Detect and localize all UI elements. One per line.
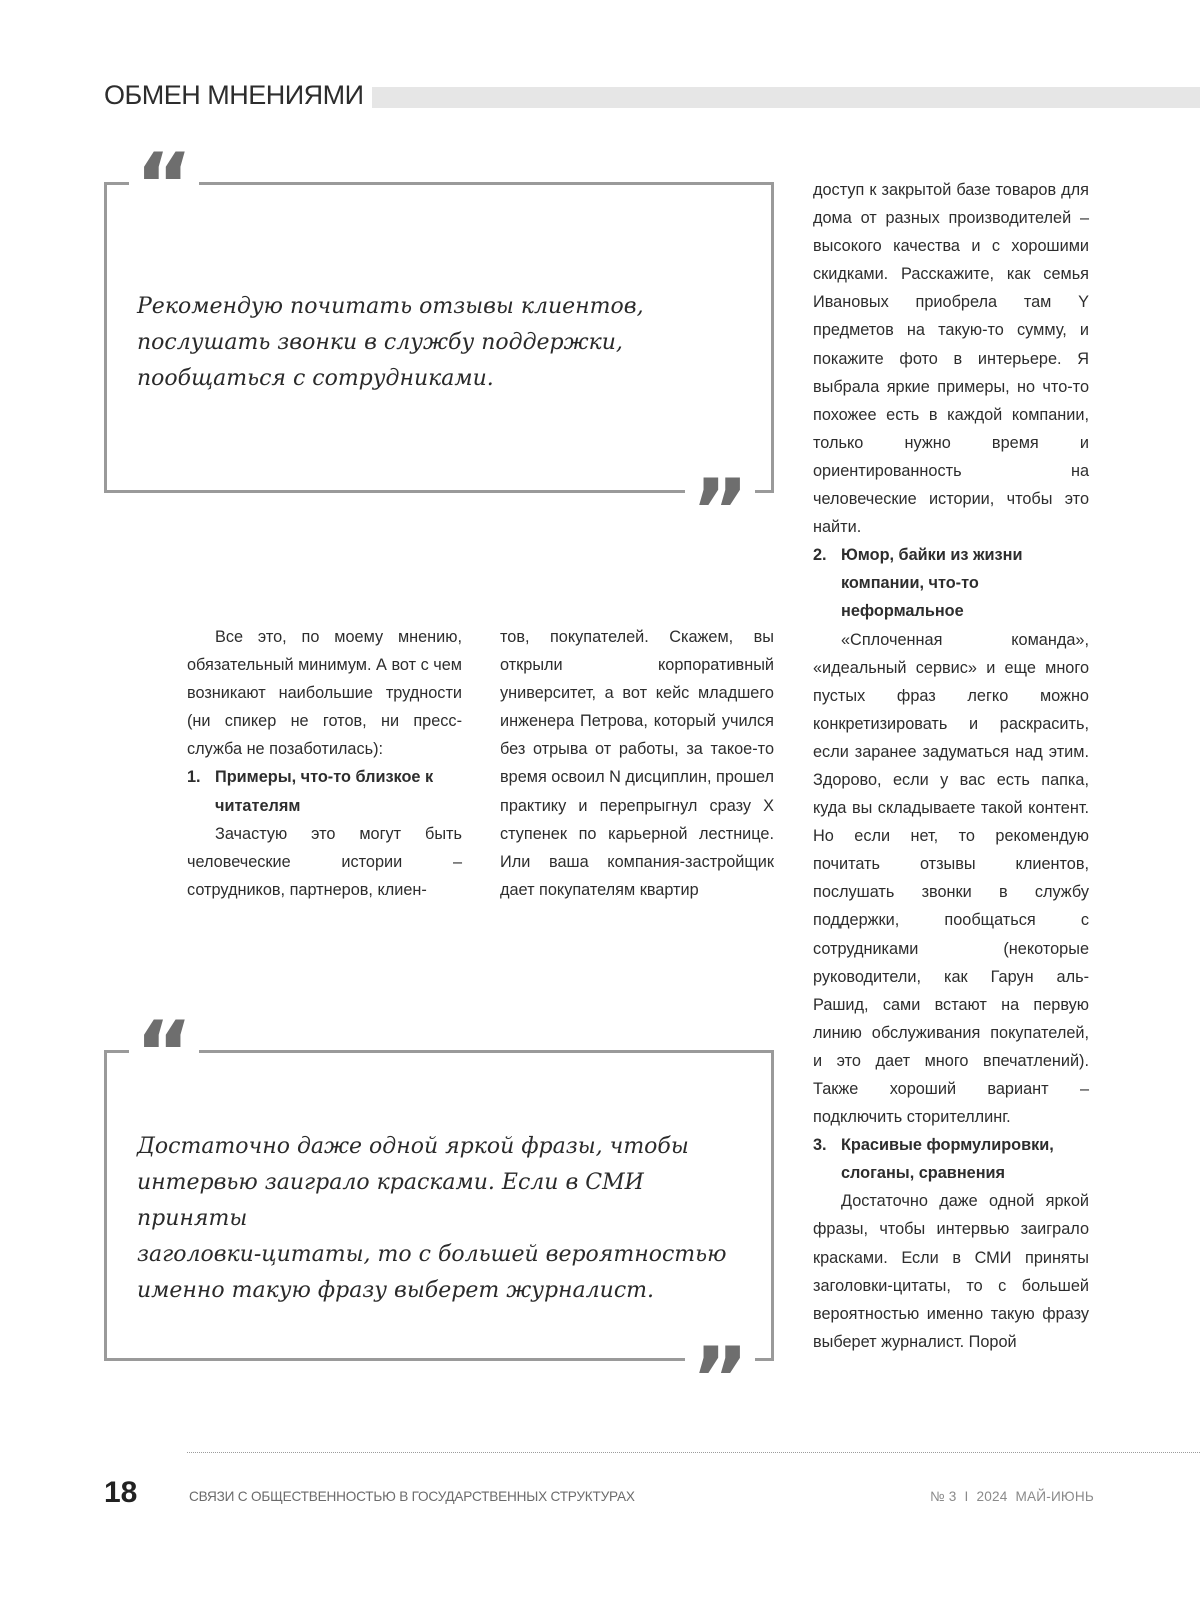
open-quote-icon: “ (129, 1019, 199, 1081)
issue-number: № 3 (929, 1489, 957, 1504)
text-column-1 (187, 623, 462, 904)
list-item-title: Юмор, байки из жизни компании, что-то неформальное (841, 546, 1023, 621)
text-column-2 (500, 623, 774, 904)
list-item (813, 1131, 1089, 1187)
close-quote-icon: ” (685, 464, 755, 524)
issue-year: 2024 (976, 1489, 1008, 1504)
pull-quote-text (137, 289, 741, 397)
quote-line: Рекомендую почитать отзывы клиентов, (137, 294, 644, 319)
page-number: 18 (104, 1476, 138, 1509)
paragraph: тов, покупателей. Скажем, вы открыли корпоративный университет, а вот кейс младшего инженера Петрова, который учился без отрыва от работы, за такое-то время освоил N дисциплин, прошел практику и перепрыгнул сразу X ступенек по карьерной лестнице. Или ваша компания-застройщик дает покупателям квартир (500, 628, 775, 899)
issue-separator: I (964, 1489, 969, 1504)
paragraph: доступ к закрытой базе товаров для дома от разных производителей – высокого качества и с хорошими скидками. Расскажите, как семья Ивановых приобрела там Y предметов на такую-то сумму, и покажите фото в интерьере. Я выбрала яркие примеры, но что-то похожее есть в каждой компании, только нужно время и ориентированность на человеческие истории, чтобы это найти. (813, 181, 1089, 537)
paragraph: Все это, по моему мнению, обязательный минимум. А вот с чем возникают наибольшие трудности (ни спикер не готов, ни пресс-служба не позаботилась): (187, 628, 462, 759)
open-quote-icon: “ (129, 151, 199, 213)
list-item (187, 763, 462, 819)
close-quote-icon: ” (685, 1332, 755, 1392)
list-item-number: 1. (187, 768, 201, 787)
list-item-number: 2. (813, 546, 827, 565)
header-bar (372, 87, 1200, 108)
paragraph: «Сплоченная команда», «идеальный сервис» и еще много пустых фраз легко можно конкретизировать и раскрасить, если заранее задуматься над этим. Здорово, если у вас есть папка, куда вы складываете такой контент. Но если нет, то рекомендую почитать отзывы клиентов, послушать звонки в службу поддержки, пообщаться с сотрудниками (некоторые руководители, как Гарун аль-Рашид, сами встают на первую линию обслуживания покупателей, и это дает много впечатлений). Также хороший вариант – подключить сторителлинг. (813, 630, 1089, 1127)
quote-line: именно такую фразу выберет журналист. (137, 1278, 654, 1303)
paragraph: Достаточно даже одной яркой фразы, чтобы интервью заиграло красками. Если в СМИ приняты заголовки-цитаты, то с большей вероятностью именно такую фразу выберет журналист. Порой (813, 1192, 1089, 1351)
quote-line: послушать звонки в службу поддержки, (137, 330, 623, 355)
pull-quote-box (104, 151, 774, 524)
list-item-title: Примеры, что-то близкое к читателям (215, 768, 434, 815)
quote-line: интервью заиграло красками. Если в СМИ приняты (137, 1170, 644, 1231)
quote-line: заголовки-цитаты, то с большей вероятностью (137, 1242, 727, 1267)
section-title: ОБМЕН МНЕНИЯМИ (104, 80, 364, 110)
issue-info (930, 1489, 1094, 1504)
pull-quote-text (137, 1129, 741, 1309)
text-column-3 (813, 176, 1089, 1356)
paragraph: Зачастую это могут быть человеческие истории – сотрудников, партнеров, клиен- (187, 824, 462, 899)
issue-months: МАЙ-ИЮНЬ (1015, 1489, 1094, 1504)
quote-line: Достаточно даже одной яркой фразы, чтобы (137, 1134, 689, 1159)
pull-quote-box (104, 1019, 774, 1392)
footer-divider (187, 1452, 1200, 1453)
quote-line: пообщаться с сотрудниками. (137, 366, 494, 391)
list-item-number: 3. (813, 1136, 827, 1155)
list-item (813, 541, 1089, 625)
list-item-title: Красивые формулировки, слоганы, сравнения (841, 1136, 1054, 1183)
journal-title: СВЯЗИ С ОБЩЕСТВЕННОСТЬЮ В ГОСУДАРСТВЕННЫХ СТРУКТУРАХ (189, 1489, 635, 1504)
